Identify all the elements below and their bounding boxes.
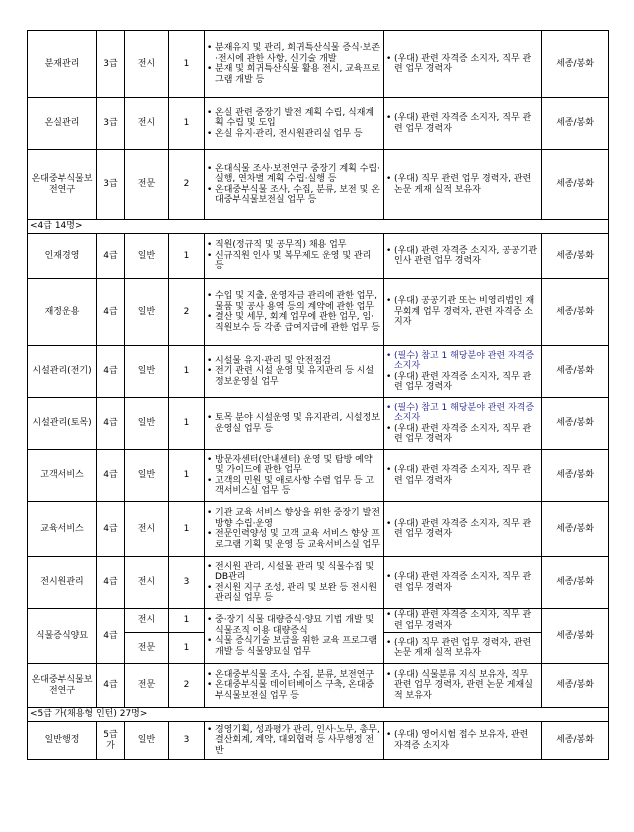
job-qualifications (384, 450, 542, 502)
job-type: 전시 (125, 98, 169, 150)
job-location: 세종/봉화 (542, 557, 609, 609)
qual-item: • (우대) 관련 자격증 소지자, 직무 관련 업무 경력자 (386, 572, 539, 593)
qual-item: • (우대) 식물분류 지식 보유자, 직무 관련 업무 경력자, 관련 논문 게재실적 보유자 (386, 670, 539, 702)
job-grade: 4급 (97, 234, 125, 279)
job-count: 1 (169, 609, 205, 633)
job-title: 고객서비스 (28, 450, 97, 502)
duty-item: • 전문인력양성 및 고객 교육 서비스 향상 프로그램 기획 및 운영 등 교육서비스실 업무 (207, 529, 381, 550)
duty-item: • 온대식물 조사·보전연구 중장기 계획 수립·실행, 연차별 계획 수립·실행 등 (207, 164, 381, 185)
duty-item: • 신규직원 인사 및 복무제도 운영 및 관리 등 (207, 251, 381, 272)
duty-item: • 기관 교육 서비스 향상을 위한 중장기 발전방향 수립·운영 (207, 508, 381, 529)
job-qualifications (384, 722, 542, 760)
duty-list (207, 108, 381, 140)
qual-item: • (우대) 직무 관련 업무 경력자, 관련 논문 게재 실적 보유자 (386, 174, 539, 195)
table-row (28, 502, 609, 557)
job-location: 세종/봉화 (542, 722, 609, 760)
table-row (28, 398, 609, 450)
table-row (28, 150, 609, 220)
duty-item: • 전시원 관리, 시설물 관리 및 식물수집 및 DB관리 (207, 562, 381, 583)
job-qualifications (384, 150, 542, 220)
table-row (28, 31, 609, 98)
job-qualifications (384, 98, 542, 150)
job-type: 일반 (125, 346, 169, 398)
job-location: 세종/봉화 (542, 346, 609, 398)
duty-list (207, 413, 381, 434)
job-title: 인재경영 (28, 234, 97, 279)
job-qualifications (384, 398, 542, 450)
job-count: 1 (169, 502, 205, 557)
job-type: 일반 (125, 722, 169, 760)
job-count: 1 (169, 234, 205, 279)
job-grade: 4급 (97, 557, 125, 609)
duty-list (207, 670, 381, 702)
job-duties (205, 664, 384, 708)
duty-item: • 방문자센터(안내센터) 운영 및 탐방 예약 및 가이드에 관한 업무 (207, 455, 381, 476)
job-title: 교육서비스 (28, 502, 97, 557)
qual-item: • (우대) 관련 자격증 소지자, 직무 관련 업무 경력자 (386, 372, 539, 393)
table-body (28, 31, 609, 760)
job-duties (205, 31, 384, 98)
job-type: 전시 (125, 31, 169, 98)
qual-list (386, 670, 539, 702)
job-grade: 4급 (97, 279, 125, 346)
job-grade: 3급 (97, 31, 125, 98)
qual-list (386, 54, 539, 75)
job-title: 온대중부식물보전연구 (28, 150, 97, 220)
qual-list (386, 730, 539, 751)
job-duties (205, 150, 384, 220)
qual-item: • (우대) 직무 관련 업무 경력자, 관련 논문 게재 실적 보유자 (386, 638, 539, 659)
duty-item: • 전기 관련 시설 운영 및 유지관리 등 시설정보운영실 업무 (207, 366, 381, 387)
duty-item: • 온대중부식물 데이터베이스 구축, 온대중부식물보전실 업무 등 (207, 680, 381, 701)
requirement-item: • (필수) 참고 1 해당분야 관련 자격증 소지자 (386, 351, 539, 372)
duty-item: • 온대중부식물 조사, 수집, 분류, 보전연구 (207, 670, 381, 681)
table-row (28, 234, 609, 279)
qual-item: • (우대) 관련 자격증 소지자, 직무 관련 업무 경력자 (386, 113, 539, 134)
qual-item: • (우대) 공공기관 또는 비영리법인 재무회계 업무 경력자, 관련 자격증 소지자 (386, 296, 539, 328)
duty-item: • 온실 관련 중장기 발전 계획 수립, 식재계획 수립 및 도입 (207, 108, 381, 129)
job-location: 세종/봉화 (542, 98, 609, 150)
duty-list (207, 725, 381, 757)
job-grade: 4급 (97, 664, 125, 708)
job-title: 시설관리(전기) (28, 346, 97, 398)
job-title: 시설관리(토목) (28, 398, 97, 450)
job-duties (205, 98, 384, 150)
duty-item: • 온대중부식물 조사, 수집, 분류, 보전 및 온대중부식물보전실 업무 등 (207, 185, 381, 206)
job-qualifications (384, 633, 542, 664)
job-type: 전시 (125, 502, 169, 557)
job-location: 세종/봉화 (542, 234, 609, 279)
job-qualifications (384, 279, 542, 346)
section-title: <5급 가(채용형 인턴) 27명> (28, 708, 609, 722)
job-grade: 5급 가 (97, 722, 125, 760)
job-grade: 4급 (97, 398, 125, 450)
duty-item: • 중·장기 식물 대량증식·양묘 기법 개발 및 식물조직 이용 대량증식 (207, 615, 381, 636)
job-location: 세종/봉화 (542, 31, 609, 98)
job-qualifications (384, 502, 542, 557)
job-grade: 4급 (97, 609, 125, 664)
duty-item: • 시설물 유지·관리 및 안전점검 (207, 356, 381, 367)
duty-list (207, 291, 381, 333)
job-type: 일반 (125, 234, 169, 279)
job-count: 2 (169, 664, 205, 708)
job-qualifications (384, 346, 542, 398)
duty-list (207, 455, 381, 497)
job-duties (205, 398, 384, 450)
table-row (28, 98, 609, 150)
qual-list (386, 572, 539, 593)
job-location: 세종/봉화 (542, 398, 609, 450)
qual-list (386, 372, 539, 393)
job-count: 1 (169, 31, 205, 98)
table-row (28, 722, 609, 760)
job-title: 전시원관리 (28, 557, 97, 609)
duty-list (207, 615, 381, 657)
job-qualifications (384, 234, 542, 279)
job-location: 세종/봉화 (542, 150, 609, 220)
job-qualifications (384, 31, 542, 98)
qual-list (386, 424, 539, 445)
duty-list (207, 508, 381, 550)
requirement-item: • (필수) 참고 1 해당분야 관련 자격증 소지자 (386, 403, 539, 424)
duty-item: • 경영기획, 성과평가 관리, 인사·노무, 총무, 결산회계, 계약, 대외협력 등 사무행정 전반 (207, 725, 381, 757)
job-title: 분재관리 (28, 31, 97, 98)
qual-list (386, 246, 539, 267)
job-location: 세종/봉화 (542, 609, 609, 664)
duty-item: • 전시원 지구 조성, 관리 및 보완 등 전시원관리실 업무 등 (207, 583, 381, 604)
duty-item: • 토목 분야 시설운영 및 유지관리, 시설정보운영실 업무 등 (207, 413, 381, 434)
job-duties (205, 450, 384, 502)
job-duties (205, 279, 384, 346)
job-duties (205, 557, 384, 609)
qual-list (386, 174, 539, 195)
job-title: 온실관리 (28, 98, 97, 150)
duty-list (207, 164, 381, 206)
duty-item: • 결산 및 세무, 회계 업무에 관한 업무, 임·직원보수 등 각종 급여지급에 관한 업무 등 (207, 312, 381, 333)
job-count: 2 (169, 279, 205, 346)
qual-item: • (우대) 관련 자격증 소지자, 직무 관련 업무 경력자 (386, 519, 539, 540)
qual-list (386, 113, 539, 134)
job-type: 일반 (125, 279, 169, 346)
duty-list (207, 240, 381, 272)
job-grade: 4급 (97, 450, 125, 502)
job-title: 재정운용 (28, 279, 97, 346)
qual-list (386, 638, 539, 659)
section-title: <4급 14명> (28, 220, 609, 234)
job-count: 1 (169, 346, 205, 398)
job-count: 1 (169, 398, 205, 450)
requirement-list (386, 403, 539, 424)
job-count: 1 (169, 98, 205, 150)
job-location: 세종/봉화 (542, 279, 609, 346)
job-count: 1 (169, 450, 205, 502)
recruitment-table (27, 30, 609, 760)
job-type: 전문 (125, 150, 169, 220)
job-duties (205, 609, 384, 664)
section-header-row (28, 220, 609, 234)
duty-list (207, 356, 381, 388)
job-count: 3 (169, 722, 205, 760)
duty-list (207, 43, 381, 85)
job-qualifications (384, 557, 542, 609)
job-grade: 4급 (97, 346, 125, 398)
table-row (28, 609, 609, 633)
qual-item: • (우대) 관련 자격증 소지자, 직무 관련 업무 경력자 (386, 424, 539, 445)
table-row (28, 450, 609, 502)
qual-list (386, 296, 539, 328)
job-title: 일반행정 (28, 722, 97, 760)
qual-item: • (우대) 관련 자격증 소지자, 직무 관련 업무 경력자 (386, 610, 539, 631)
qual-list (386, 610, 539, 631)
requirement-list (386, 351, 539, 372)
job-count: 3 (169, 557, 205, 609)
duty-item: • 분재 및 희귀특산식물 활용 전시, 교육프로그램 개발 등 (207, 64, 381, 85)
job-type: 전시 (125, 557, 169, 609)
job-duties (205, 502, 384, 557)
job-type: 일반 (125, 450, 169, 502)
job-grade: 3급 (97, 98, 125, 150)
duty-item: • 식물 증식기술 보급을 위한 교육 프로그램 개발 등 식물양묘실 업무 (207, 636, 381, 657)
job-type: 일반 (125, 398, 169, 450)
job-duties (205, 722, 384, 760)
qual-list (386, 519, 539, 540)
job-qualifications (384, 664, 542, 708)
table-row (28, 664, 609, 708)
qual-item: • (우대) 관련 자격증 소지자, 직무 관련 업무 경력자 (386, 54, 539, 75)
qual-item: • (우대) 영어시험 접수 보유자, 관련 자격증 소지자 (386, 730, 539, 751)
duty-item: • 고객의 민원 및 애로사항 수렴 업무 등 고객서비스실 업무 등 (207, 476, 381, 497)
duty-list (207, 562, 381, 604)
qual-item: • (우대) 관련 자격증 소지자, 공공기관 인사 관련 업무 경력자 (386, 246, 539, 267)
job-type: 전시 (125, 609, 169, 633)
table-row (28, 557, 609, 609)
duty-item: • 수입 및 지출, 운영자금 관리에 관한 업무, 물품 및 공사 용역 등의 계약에 관한 업무 (207, 291, 381, 312)
duty-item: • 온실 유지·관리, 전시원관리실 업무 등 (207, 129, 381, 140)
qual-item: • (우대) 관련 자격증 소지자, 직무 관련 업무 경력자 (386, 465, 539, 486)
table-row (28, 279, 609, 346)
duty-item: • 분재유지 및 관리, 희귀특산식물 증식·보존·전시에 관한 사항, 신기술 개발 (207, 43, 381, 64)
section-header-row (28, 708, 609, 722)
job-type: 전문 (125, 633, 169, 664)
job-duties (205, 346, 384, 398)
job-type: 전문 (125, 664, 169, 708)
job-location: 세종/봉화 (542, 664, 609, 708)
qual-list (386, 465, 539, 486)
job-grade: 3급 (97, 150, 125, 220)
job-count: 1 (169, 633, 205, 664)
job-location: 세종/봉화 (542, 450, 609, 502)
table-row (28, 346, 609, 398)
job-count: 2 (169, 150, 205, 220)
duty-item: • 직원(정규직 및 공무직) 채용 업무 (207, 240, 381, 251)
job-qualifications (384, 609, 542, 633)
job-grade: 4급 (97, 502, 125, 557)
job-title: 온대중부식물보전연구 (28, 664, 97, 708)
job-location: 세종/봉화 (542, 502, 609, 557)
job-title: 식물증식양묘 (28, 609, 97, 664)
job-duties (205, 234, 384, 279)
